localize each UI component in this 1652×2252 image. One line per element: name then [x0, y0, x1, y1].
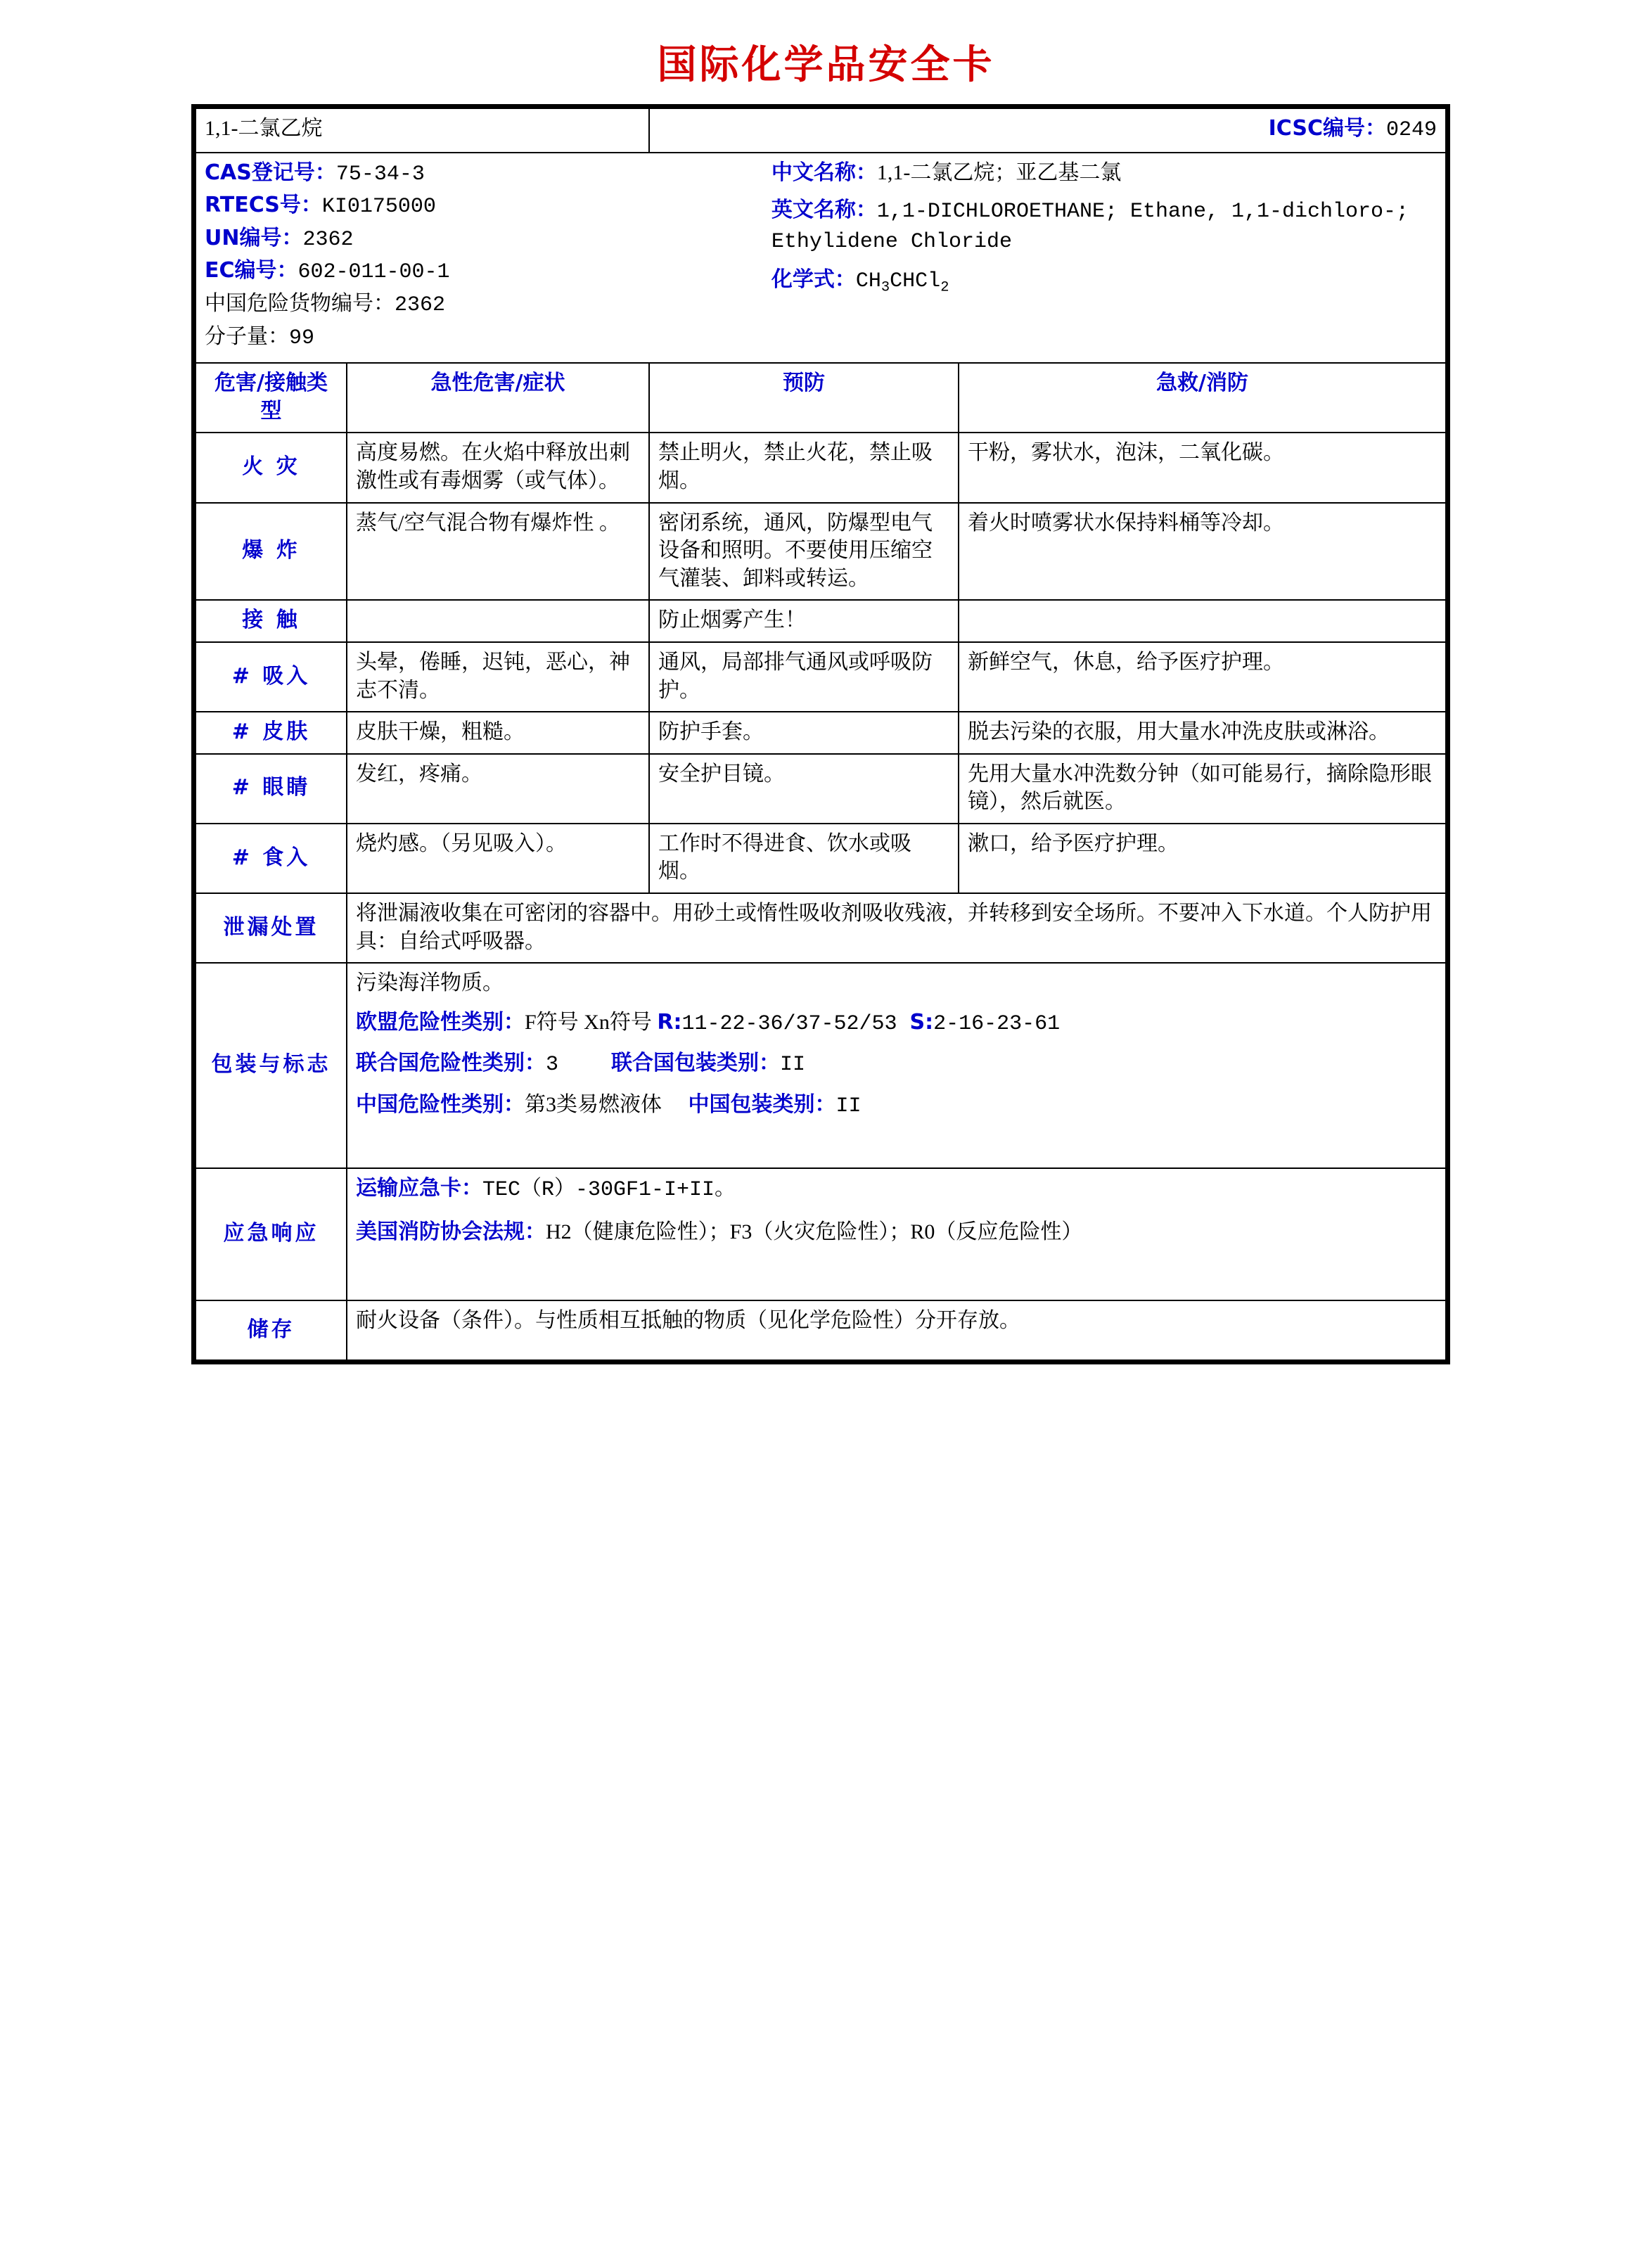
table-row-inhalation [196, 642, 1446, 712]
row-label-inhalation: # 吸入 [196, 642, 347, 712]
en-name-value: 1,1-DICHLOROETHANE; Ethane, 1,1-dichloro-; Ethylidene Chloride [771, 200, 1409, 254]
explosion-firstaid: 着火时喷雾状水保持料桶等冷却。 [959, 503, 1446, 601]
skin-hazard: 皮肤干燥，粗糙。 [347, 712, 649, 754]
row-label-exposure: 接 触 [196, 600, 347, 642]
emergency-nfpa [356, 1218, 1437, 1246]
mw-row [205, 323, 771, 353]
inhalation-prevention: 通风，局部排气通风或呼吸防护。 [649, 642, 959, 712]
table-row-spill [196, 893, 1446, 963]
eu-s-label: S: [909, 1009, 934, 1035]
cn-class-value: 第3类易燃液体 [525, 1093, 662, 1117]
en-name-row [771, 196, 1437, 256]
rtecs-label: RTECS号： [205, 193, 322, 218]
ec-label: EC编号： [205, 258, 298, 283]
cas-label: CAS登记号： [205, 160, 336, 185]
table-row-emergency [196, 1168, 1446, 1300]
eyes-prevention: 安全护目镜。 [649, 754, 959, 824]
emergency-text [347, 1168, 1446, 1300]
row-label-eyes: # 眼睛 [196, 754, 347, 824]
substance-name: 1,1-二氯乙烷 [196, 108, 649, 153]
un-pack-value: II [780, 1053, 806, 1077]
table-row-eyes [196, 754, 1446, 824]
row-label-explosion: 爆 炸 [196, 503, 347, 601]
identification-row [196, 153, 1446, 364]
safety-card [191, 104, 1450, 1364]
packaging-text [347, 963, 1446, 1167]
explosion-prevention: 密闭系统，通风，防爆型电气设备和照明。不要使用压缩空气灌装、卸料或转运。 [649, 503, 959, 601]
explosion-hazard: 蒸气/空气混合物有爆炸性 。 [347, 503, 649, 601]
en-name-label: 英文名称： [771, 198, 877, 223]
cn-pack-label: 中国包装类别： [688, 1092, 836, 1118]
un-value: 2362 [302, 227, 354, 252]
packaging-marine: 污染海洋物质。 [356, 971, 504, 995]
un-class-label: 联合国危险性类别： [356, 1051, 546, 1076]
ec-row [205, 257, 771, 287]
exposure-firstaid [959, 600, 1446, 642]
row-label-ingestion: # 食入 [196, 824, 347, 893]
eu-r-label: R: [657, 1009, 682, 1035]
formula-row [771, 266, 1437, 298]
cn-dangerous-value: 2362 [395, 293, 446, 317]
rtecs-value: KI0175000 [321, 195, 436, 219]
nfpa-label: 美国消防协会法规： [356, 1220, 546, 1245]
packaging-eu [356, 1009, 1437, 1039]
un-pack-label: 联合国包装类别： [611, 1051, 781, 1076]
table-row-fire [196, 433, 1446, 502]
eyes-hazard: 发红，疼痛。 [347, 754, 649, 824]
eyes-firstaid: 先用大量水冲洗数分钟（如可能易行，摘除隐形眼镜），然后就医。 [959, 754, 1446, 824]
ingestion-hazard: 烧灼感。（另见吸入）。 [347, 824, 649, 893]
cn-dangerous-label: 中国危险货物编号： [205, 291, 395, 315]
formula-value: $CH_3CHCl_2$ [855, 269, 949, 296]
cn-name-label: 中文名称： [771, 160, 877, 185]
storage-text [347, 1300, 1446, 1361]
exposure-prevention: 防止烟雾产生！ [649, 600, 959, 642]
table-row-packaging [196, 963, 1446, 1167]
un-row [205, 224, 771, 255]
row-label-fire: 火 灾 [196, 433, 347, 502]
column-header-row [196, 363, 1446, 433]
fire-prevention: 禁止明火，禁止火花，禁止吸烟。 [649, 433, 959, 502]
safety-card-table [195, 108, 1447, 1361]
exposure-hazard [347, 600, 649, 642]
header-acute-hazard: 急性危害/症状 [347, 363, 649, 433]
eu-s-value: 2-16-23-61 [933, 1011, 1061, 1036]
row-label-emergency: 应急响应 [196, 1168, 347, 1300]
packaging-un [356, 1049, 1437, 1080]
identification-block [196, 153, 1446, 364]
emergency-tec [356, 1175, 1437, 1205]
row-label-spill: 泄漏处置 [196, 893, 347, 963]
fire-firstaid: 干粉，雾状水，泡沫，二氧化碳。 [959, 433, 1446, 502]
un-label: UN编号： [205, 225, 303, 250]
header-firstaid: 急救/消防 [959, 363, 1446, 433]
inhalation-firstaid: 新鲜空气，休息，给予医疗护理。 [959, 642, 1446, 712]
row-label-storage: 储存 [196, 1300, 347, 1361]
icsc-value: 0249 [1385, 118, 1437, 142]
icsc-label: ICSC编号： [1268, 116, 1386, 141]
inhalation-hazard: 头晕，倦睡，迟钝，恶心，神志不清。 [347, 642, 649, 712]
row-label-packaging: 包装与标志 [196, 963, 347, 1167]
tec-value: TEC（R）-30GF1-I+II。 [482, 1177, 736, 1202]
cn-name-value: 1,1-二氯乙烷；亚乙基二氯 [876, 160, 1122, 184]
table-row-storage [196, 1300, 1446, 1361]
identification-right [771, 159, 1437, 356]
row-label-skin: # 皮肤 [196, 712, 347, 754]
table-row-explosion [196, 503, 1446, 601]
cn-class-label: 中国危险性类别： [356, 1092, 525, 1118]
card-header-row [196, 108, 1446, 153]
spill-text: 将泄漏液收集在可密闭的容器中。用砂土或惰性吸收剂吸收残液，并转移到安全场所。不要冲入下水道。个人防护用具：自给式呼吸器。 [347, 893, 1446, 963]
mw-label: 分子量： [205, 324, 289, 348]
ec-value: 602-011-00-1 [297, 260, 450, 285]
fire-hazard: 高度易燃。在火焰中释放出刺激性或有毒烟雾（或气体）。 [347, 433, 649, 502]
header-prevention: 预防 [649, 363, 959, 433]
header-hazard-type: 危害/接触类型 [196, 363, 347, 433]
skin-firstaid: 脱去污染的衣服，用大量水冲洗皮肤或淋浴。 [959, 712, 1446, 754]
packaging-cn [356, 1091, 1437, 1121]
ingestion-firstaid: 漱口，给予医疗护理。 [959, 824, 1446, 893]
page-title: 国际化学品安全卡 [657, 42, 995, 88]
cas-row [205, 159, 771, 189]
eu-class-value: F符号 Xn符号 [525, 1010, 658, 1034]
cn-name-row [771, 159, 1437, 187]
storage-body: 耐火设备（条件）。与性质相互抵触的物质（见化学危险性）分开存放。 [356, 1308, 1020, 1332]
tec-label: 运输应急卡： [356, 1175, 482, 1201]
ingestion-prevention: 工作时不得进食、饮水或吸烟。 [649, 824, 959, 893]
mw-value: 99 [289, 326, 315, 350]
identification-left [205, 159, 771, 356]
rtecs-row [205, 191, 771, 222]
eu-class-label: 欧盟危险性类别： [356, 1009, 525, 1035]
nfpa-value: H2（健康危险性）；F3（火灾危险性）；R0（反应危险性） [546, 1220, 1083, 1244]
skin-prevention: 防护手套。 [649, 712, 959, 754]
table-row-exposure [196, 600, 1446, 642]
icsc-number-cell [649, 108, 1446, 153]
table-row-skin [196, 712, 1446, 754]
cn-dangerous-row [205, 290, 771, 320]
formula-label: 化学式： [771, 267, 856, 293]
table-row-ingestion [196, 824, 1446, 893]
cas-value: 75-34-3 [335, 162, 425, 186]
cn-pack-value: II [835, 1094, 862, 1119]
un-class-value: 3 [546, 1053, 559, 1077]
eu-r-value: 11-22-36/37-52/53 [681, 1011, 910, 1036]
